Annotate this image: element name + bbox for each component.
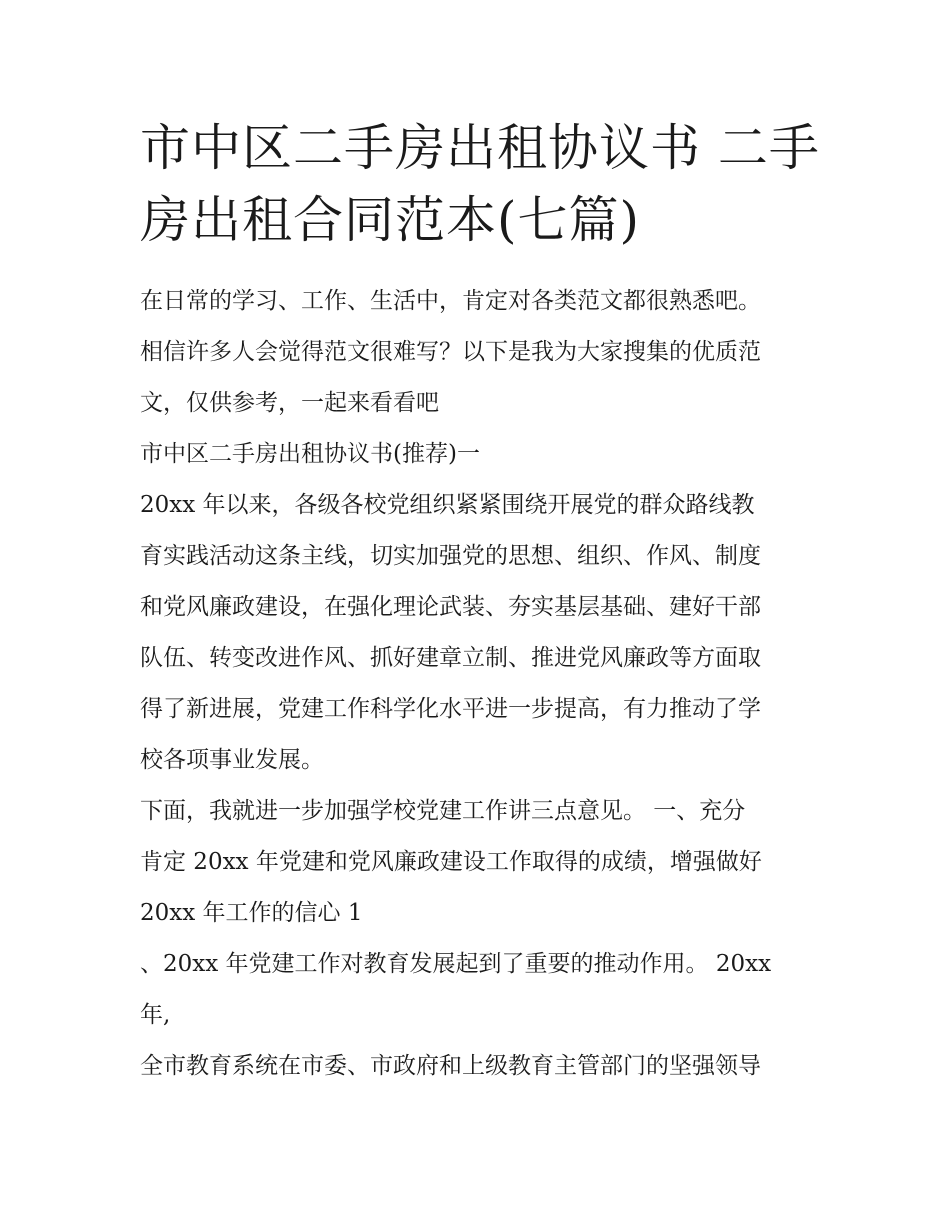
text-line: 肯定 20xx 年党建和党风廉政建设工作取得的成绩，增强做好 (140, 849, 762, 875)
text-line: 年, (140, 1002, 171, 1028)
text-line: 20xx 年工作的信心 1 (140, 900, 363, 926)
text-line: 校各项事业发展。 (140, 747, 324, 773)
text-line: 全市教育系统在市委、市政府和上级教育主管部门的坚强领导 (140, 1053, 761, 1079)
text-line: 、20xx 年党建工作对教育发展起到了重要的推动作用。 20xx (140, 951, 772, 977)
text-line: 和党风廉政建设，在强化理论武装、夯实基层基础、建好干部 (140, 594, 761, 620)
text-line: 在日常的学习、工作、生活中，肯定对各类范文都很熟悉吧。 (140, 288, 761, 314)
section-heading: 市中区二手房出租协议书(推荐)一 (140, 441, 480, 467)
text-line: 文，仅供参考，一起来看看吧 (140, 390, 439, 416)
text-line: 得了新进展，党建工作科学化水平进一步提高，有力推动了学 (140, 696, 761, 722)
text-line: 下面，我就进一步加强学校党建工作讲三点意见。 一、充分 (140, 798, 746, 824)
text-line: 育实践活动这条主线，切实加强党的思想、组织、作风、制度 (140, 543, 761, 569)
document-title (140, 112, 840, 256)
document-body (140, 276, 820, 1092)
title-line-2: 房出租合同范本(七篇) (140, 191, 641, 249)
text-line: 20xx 年以来，各级各校党组织紧紧围绕开展党的群众路线教 (140, 492, 755, 518)
title-line-1: 市中区二手房出租协议书 二手 (140, 119, 820, 177)
text-line: 队伍、转变改进作风、抓好建章立制、推进党风廉政等方面取 (140, 645, 761, 671)
text-line: 相信许多人会觉得范文很难写？以下是我为大家搜集的优质范 (140, 339, 761, 365)
